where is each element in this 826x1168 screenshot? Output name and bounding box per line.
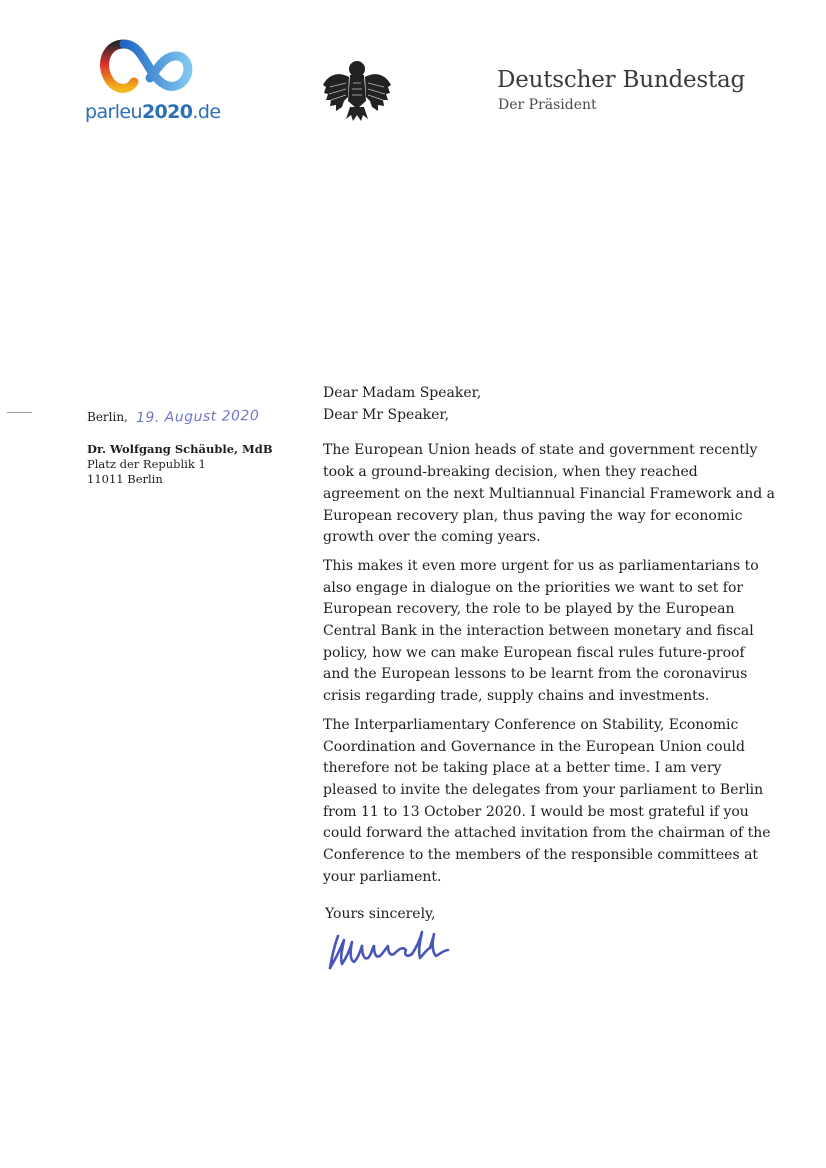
federal-eagle-icon: [320, 57, 394, 123]
logo-text-prefix: parleu: [85, 101, 142, 123]
letter-paragraph: The Interparliamentary Conference on Stability, Economic Coordination and Governance in the European Union could therefore not be taking place at a better time. I am very pleased to invite the delegates from your parliament to Berlin from 11 to 13 October 2020. I would be most grateful if you could forward the attached invitation from the chairman of the Conference to the members of the responsible committees at your parliament.: [323, 716, 771, 885]
sender-street: Platz der Republik 1: [87, 457, 206, 471]
institution-role: Der Präsident: [498, 97, 597, 113]
sender-name: Dr. Wolfgang Schäuble, MdB: [87, 442, 273, 456]
fold-mark: [7, 412, 32, 413]
closing-line: Yours sincerely,: [325, 906, 436, 922]
sender-address: [87, 442, 273, 487]
logo-text-year: 2020: [141, 101, 193, 123]
parleu2020-logo-text: [85, 101, 220, 123]
institution-name: Deutscher Bundestag: [497, 67, 746, 93]
logo-text-suffix: .de: [192, 101, 221, 123]
letter-paragraph: The European Union heads of state and government recently took a ground-breaking decision, when they reached agreement on the next Multiannual Financial Framework and a European recovery plan, thus paving the way for economic growth over the coming years.: [323, 442, 776, 546]
handwritten-date: 19. August 2020: [135, 407, 260, 427]
salutation-line: Dear Madam Speaker,: [323, 385, 482, 401]
letter-body: [323, 383, 775, 888]
sender-city: 11011 Berlin: [87, 472, 163, 486]
place-label: Berlin,: [87, 410, 128, 424]
salutation-line: Dear Mr Speaker,: [323, 406, 450, 423]
letter-paragraph: This makes it even more urgent for us as parliamentarians to also engage in dialogue on the priorities we want to set for European recovery, the role to be played by the European Central Bank in the interaction between monetary and fiscal policy, how we can make European fiscal rules future-proof and the European lessons to be learnt from the coronavirus crisis regarding trade, supply chains and investments.: [323, 557, 759, 705]
handwritten-signature: [326, 928, 456, 972]
place-date-line: [87, 409, 259, 425]
salutations: [323, 383, 775, 426]
parleu2020-logo-icon: [98, 38, 194, 98]
